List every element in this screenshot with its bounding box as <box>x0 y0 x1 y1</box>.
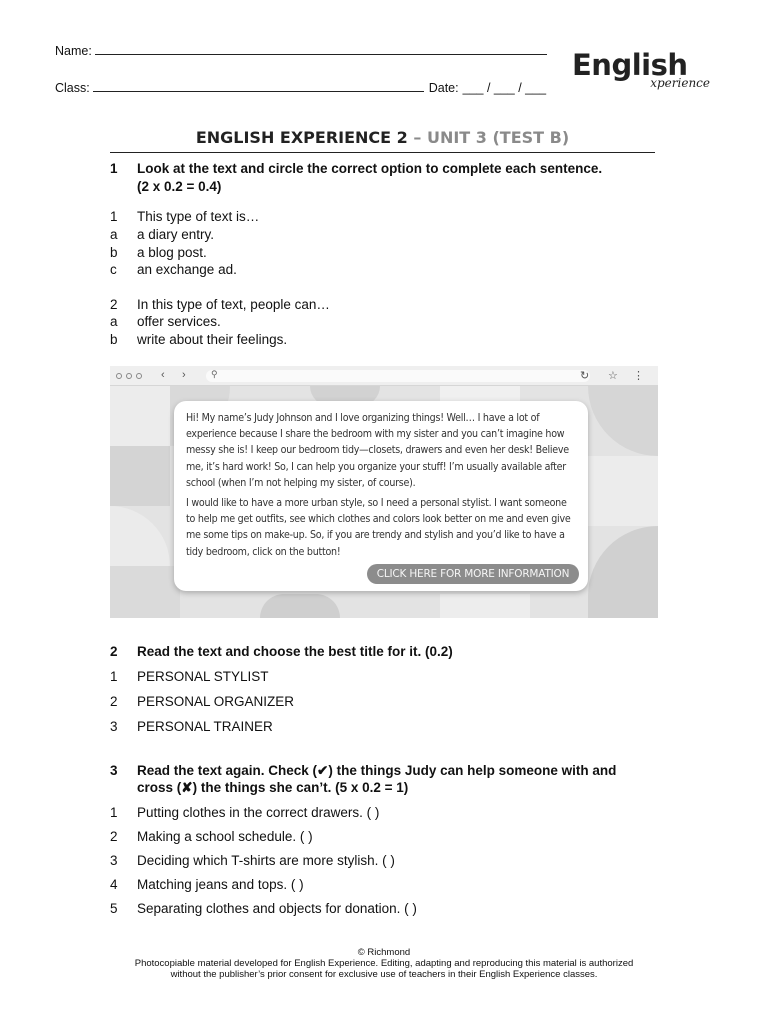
q1-item-2-stem: In this type of text, people can… <box>137 297 330 312</box>
browser-toolbar <box>110 366 658 386</box>
option-number: 2 <box>110 694 118 709</box>
q3-instruction-line1: Read the text again. Check (✔) the things Judy can help someone with and <box>137 763 617 778</box>
item-number: 4 <box>110 877 118 892</box>
q3-item-1[interactable] <box>110 804 379 821</box>
footer-line-2: without the publisher’s prior consent for exclusive use of teachers in their English Experience classes. <box>170 969 598 980</box>
q1-instruction-line2: (2 x 0.2 = 0.4) <box>137 179 222 194</box>
name-label: Name: <box>55 44 92 58</box>
background-tile <box>588 456 658 526</box>
logo-main-text: English <box>572 48 688 82</box>
reading-paragraph-2: I would like to have a more urban style, so I need a personal stylist. I want someone to help me get outfits, see which clothes and colors look better on me and even give me some tips on make-up. So, if you are trendy and stylish and you’d like to have a tidy bedroom, click on the button! <box>186 497 571 558</box>
item-text: Matching jeans and tops. ( ) <box>137 877 304 892</box>
name-blank[interactable] <box>95 42 547 55</box>
q1-item-1-option-c[interactable] <box>110 261 237 278</box>
name-field <box>55 42 547 58</box>
class-blank[interactable] <box>93 79 424 92</box>
option-letter: b <box>110 245 118 260</box>
item-text: Making a school schedule. ( ) <box>137 829 313 844</box>
option-number: 1 <box>110 669 118 684</box>
q1-item-2-number: 2 <box>110 297 118 312</box>
background-tile <box>110 566 180 618</box>
forward-icon[interactable]: › <box>182 369 186 381</box>
option-text: PERSONAL ORGANIZER <box>137 694 295 709</box>
q1-instruction-score <box>110 178 221 195</box>
q3-instruction <box>110 762 616 779</box>
option-text: an exchange ad. <box>137 262 237 277</box>
background-tile <box>110 386 170 446</box>
option-text: PERSONAL STYLIST <box>137 669 269 684</box>
footer-copyright: © Richmond <box>357 947 411 958</box>
reading-paragraph-1: Hi! My name’s Judy Johnson and I love organizing things! Well… I have a lot of experience because I share the bedroom with my sister and you can’t imagine how messy she is! I keep our bedroom tidy—closets, drawers and even her desk! Believe me, it’s hard work! So, I can help you organize your stuff! I’m usually available after school (when I’m not helping my sister, of course). <box>186 412 569 489</box>
q1-item-1-stem: This type of text is… <box>137 209 260 224</box>
item-number: 1 <box>110 805 118 820</box>
date-blank[interactable]: ___ / ___ / ___ <box>462 81 547 95</box>
star-icon[interactable]: ☆ <box>608 370 618 382</box>
q1-instruction-line1: Look at the text and circle the correct option to complete each sentence. <box>137 161 603 176</box>
menu-icon[interactable]: ⋮ <box>633 370 644 382</box>
title-main: ENGLISH EXPERIENCE 2 <box>195 128 408 147</box>
more-info-button[interactable]: CLICK HERE FOR MORE INFORMATION <box>367 564 579 584</box>
q1-instruction <box>110 160 602 177</box>
q1-item-2-option-a[interactable] <box>110 313 221 330</box>
option-letter: a <box>110 227 118 242</box>
item-number: 5 <box>110 901 118 916</box>
address-bar[interactable] <box>206 370 590 382</box>
option-number: 3 <box>110 719 118 734</box>
item-text: Separating clothes and objects for donation. ( ) <box>137 901 417 916</box>
option-text: offer services. <box>137 314 221 329</box>
q2-option-1[interactable] <box>110 668 269 685</box>
q3-item-3[interactable] <box>110 852 395 869</box>
background-tile <box>260 594 340 618</box>
q3-item-2[interactable] <box>110 828 313 845</box>
option-text: a blog post. <box>137 245 207 260</box>
window-dot-icon[interactable] <box>126 373 132 379</box>
logo-sub-text: xperience <box>650 76 710 90</box>
option-letter: b <box>110 332 118 347</box>
q3-number: 3 <box>110 763 118 778</box>
q3-instruction-score <box>110 779 408 796</box>
option-text: PERSONAL TRAINER <box>137 719 273 734</box>
option-letter: a <box>110 314 118 329</box>
q2-option-2[interactable] <box>110 693 294 710</box>
class-label: Class: <box>55 81 90 95</box>
q1-item-2 <box>110 296 330 313</box>
window-dot-icon[interactable] <box>136 373 142 379</box>
footer-line-1: Photocopiable material developed for English Experience. Editing, adapting and reproducing this material is authorized <box>134 958 634 969</box>
reload-icon[interactable]: ↻ <box>580 370 590 382</box>
page-title <box>110 128 655 147</box>
background-tile <box>110 506 170 566</box>
blog-post-card <box>174 401 588 591</box>
q2-option-3[interactable] <box>110 718 273 735</box>
back-icon[interactable]: ‹ <box>161 369 165 381</box>
q2-number: 2 <box>110 644 118 659</box>
background-tile <box>588 386 658 456</box>
background-tile <box>110 446 170 506</box>
item-text: Deciding which T-shirts are more stylish. ( ) <box>137 853 395 868</box>
background-tile <box>588 526 658 618</box>
class-date-field <box>55 79 546 95</box>
q3-instruction-line2: cross (✘) the things she can’t. (5 x 0.2 = 1) <box>137 780 409 795</box>
q3-item-4[interactable] <box>110 876 304 893</box>
q3-item-5[interactable] <box>110 900 417 917</box>
english-experience-logo <box>572 46 712 96</box>
q1-item-1 <box>110 208 259 225</box>
q1-item-2-option-b[interactable] <box>110 331 287 348</box>
q1-number: 1 <box>110 161 118 176</box>
search-icon: ⚲ <box>211 369 218 379</box>
window-dot-icon[interactable] <box>116 373 122 379</box>
q2-instruction <box>110 643 453 660</box>
item-number: 2 <box>110 829 118 844</box>
title-unit: – UNIT 3 (TEST B) <box>407 128 570 147</box>
q1-item-1-option-b[interactable] <box>110 244 207 261</box>
item-number: 3 <box>110 853 118 868</box>
item-text: Putting clothes in the correct drawers. ( ) <box>137 805 380 820</box>
q2-instruction-text: Read the text and choose the best title for it. (0.2) <box>137 644 453 659</box>
q1-item-1-number: 1 <box>110 209 118 224</box>
title-divider <box>110 152 655 153</box>
option-text: write about their feelings. <box>137 332 288 347</box>
option-text: a diary entry. <box>137 227 215 242</box>
option-letter: c <box>110 262 117 277</box>
background-tile <box>440 594 530 618</box>
q1-item-1-option-a[interactable] <box>110 226 214 243</box>
date-label: Date: <box>428 81 459 95</box>
